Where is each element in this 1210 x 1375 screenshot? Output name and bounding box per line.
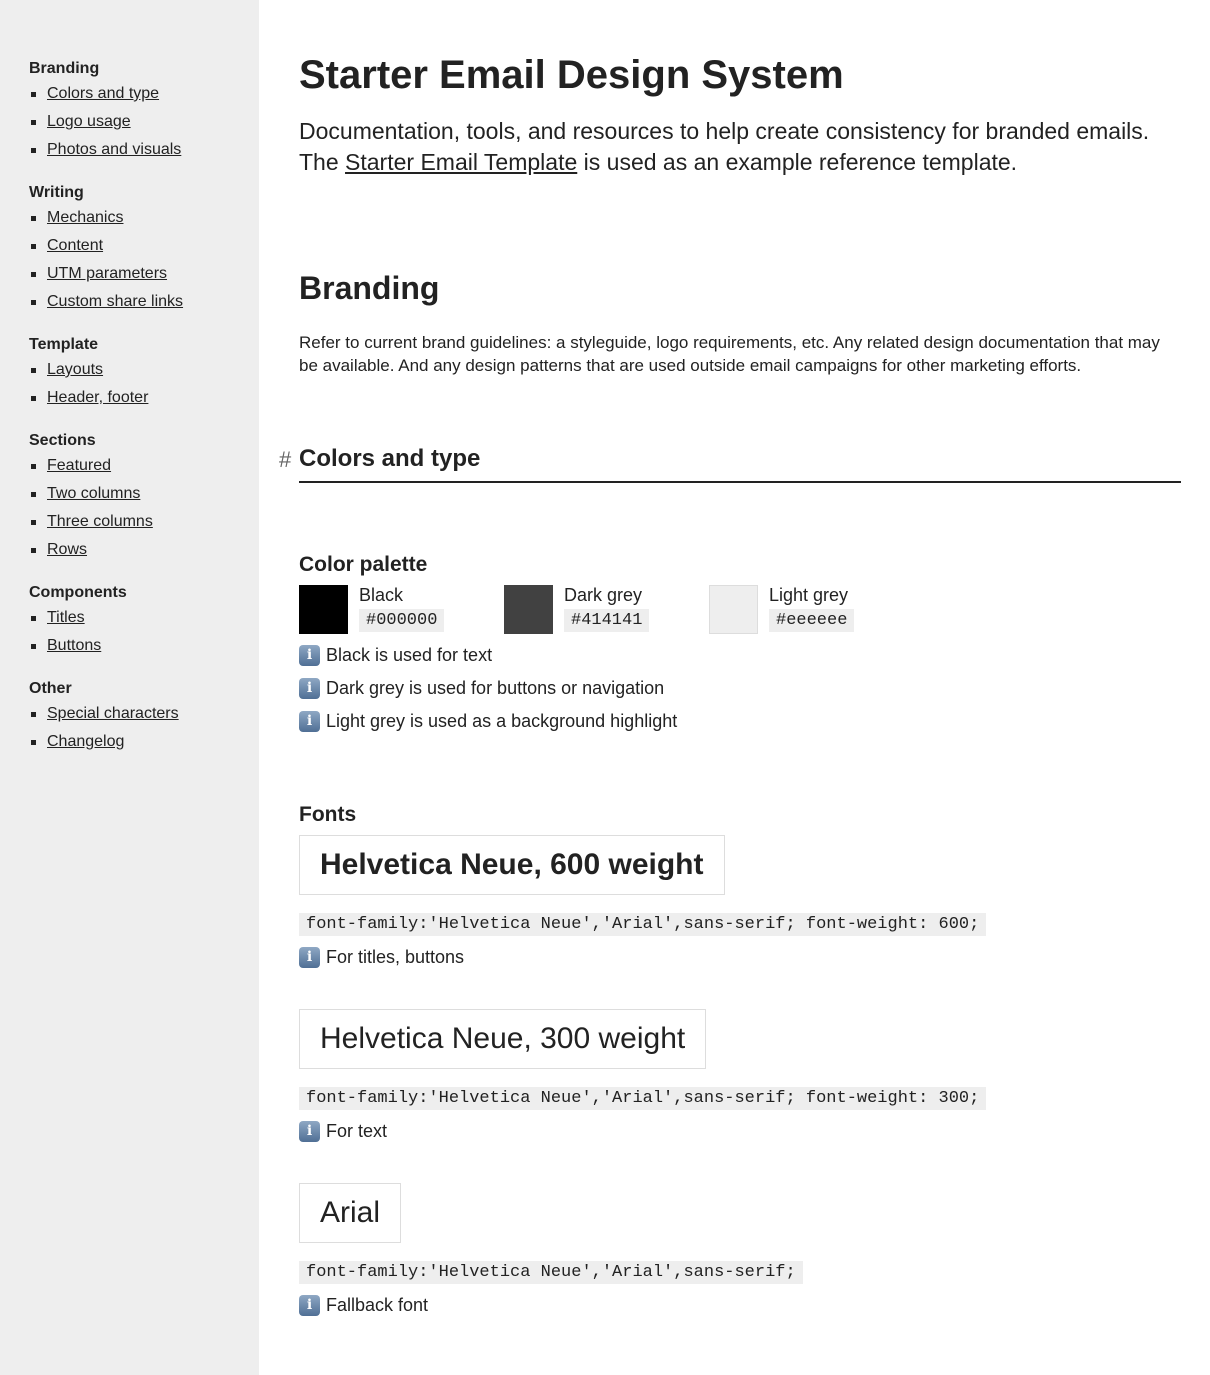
sidebar-group-title: Writing [29,184,84,201]
sidebar-item [29,456,259,484]
color-chip [504,585,553,634]
palette-heading: Color palette [299,553,428,576]
info-note [299,710,1181,733]
branding-text: Refer to current brand guidelines: a styleguide, logo requirements, etc. Any related design documentation that may be available. And any design patterns that are used outside email campaigns for other marketing efforts. [299,333,1160,375]
starter-template-link[interactable]: Starter Email Template [345,149,578,175]
sidebar-link[interactable]: Logo usage [47,113,131,130]
sidebar-link[interactable]: Changelog [47,733,125,750]
sidebar [0,0,259,1375]
info-icon: i [299,1295,320,1316]
sidebar-item [29,292,259,320]
font-sample [299,835,1181,969]
colors-heading-text: Colors and type [299,445,481,472]
sidebar-item [29,608,259,636]
color-chip [709,585,758,634]
sidebar-item [29,732,259,760]
lead-text: Documentation, tools, and resources to help create consistency for branded emails. [299,118,1150,144]
sidebar-link[interactable]: Two columns [47,485,141,502]
lead-text: The [299,149,346,175]
font-preview: Helvetica Neue, 600 weight [299,835,725,895]
sidebar-item [29,388,259,416]
sidebar-link[interactable]: Special characters [47,705,179,722]
sidebar-group-title: Sections [29,432,96,449]
sidebar-link[interactable]: Three columns [47,513,153,530]
sidebar-group-title: Branding [29,60,100,77]
sidebar-list [29,608,259,664]
info-note [299,644,1181,667]
sidebar-link[interactable]: Titles [47,609,85,626]
sidebar-list [29,704,259,760]
sidebar-item [29,704,259,732]
sidebar-link[interactable]: Colors and type [47,85,160,102]
note-text: Light grey is used as a background highlight [326,711,678,731]
colors-heading [279,445,1181,483]
info-note [299,1294,1181,1317]
note-text: For titles, buttons [326,947,465,967]
sidebar-link[interactable]: Buttons [47,637,102,654]
sidebar-group-title: Other [29,680,72,697]
color-name: Dark grey [564,585,643,605]
color-swatch [709,585,914,634]
sidebar-list [29,84,259,168]
info-note [299,946,1181,969]
sidebar-link[interactable]: Mechanics [47,209,124,226]
sidebar-link[interactable]: Content [47,237,104,254]
color-hex: #eeeeee [769,609,854,632]
sidebar-link[interactable]: Custom share links [47,293,184,310]
font-preview: Arial [299,1183,401,1243]
sidebar-item [29,140,259,168]
note-text: For text [326,1121,388,1141]
sidebar-link[interactable]: UTM parameters [47,265,168,282]
sidebar-item [29,360,259,388]
sidebar-group-title: Template [29,336,99,353]
font-css: font-family:'Helvetica Neue','Arial',sans-serif; font-weight: 600; [299,913,986,936]
anchor-link[interactable]: # [279,447,292,472]
note-text: Dark grey is used for buttons or navigation [326,678,665,698]
sidebar-list [29,360,259,416]
color-name: Light grey [769,585,849,605]
info-icon: i [299,711,320,732]
note-text: Black is used for text [326,645,493,665]
font-css: font-family:'Helvetica Neue','Arial',sans-serif; [299,1261,803,1284]
sidebar-list [29,208,259,320]
sidebar-item [29,540,259,568]
sidebar-item [29,112,259,140]
info-icon: i [299,947,320,968]
branding-heading: Branding [299,270,440,306]
main-content [279,0,1181,1317]
color-swatch [299,585,504,634]
note-text: Fallback font [326,1295,429,1315]
font-sample [299,1009,1181,1143]
sidebar-link[interactable]: Featured [47,457,112,474]
color-hex: #414141 [564,609,649,632]
swatches [299,585,1181,634]
fonts-heading: Fonts [299,803,357,826]
sidebar-item [29,636,259,664]
sidebar-link[interactable]: Header, footer [47,389,149,406]
color-swatch [504,585,709,634]
sidebar-item [29,484,259,512]
font-css: font-family:'Helvetica Neue','Arial',sans-serif; font-weight: 300; [299,1087,986,1110]
info-icon: i [299,678,320,699]
font-sample [299,1183,1181,1317]
sidebar-link[interactable]: Rows [47,541,88,558]
info-icon: i [299,645,320,666]
sidebar-link[interactable]: Photos and visuals [47,141,182,158]
color-hex: #000000 [359,609,444,632]
info-note [299,1120,1181,1143]
sidebar-item [29,208,259,236]
sidebar-group-title: Components [29,584,127,601]
font-preview: Helvetica Neue, 300 weight [299,1009,706,1069]
sidebar-list [29,456,259,568]
lead-text: is used as an example reference template. [577,149,1018,175]
info-note [299,677,1181,700]
sidebar-item [29,236,259,264]
color-chip [299,585,348,634]
info-icon: i [299,1121,320,1142]
color-name: Black [359,585,404,605]
sidebar-item [29,84,259,112]
sidebar-link[interactable]: Layouts [47,361,104,378]
lead [299,116,1181,178]
sidebar-item [29,264,259,292]
page-title: Starter Email Design System [299,53,844,97]
sidebar-item [29,512,259,540]
